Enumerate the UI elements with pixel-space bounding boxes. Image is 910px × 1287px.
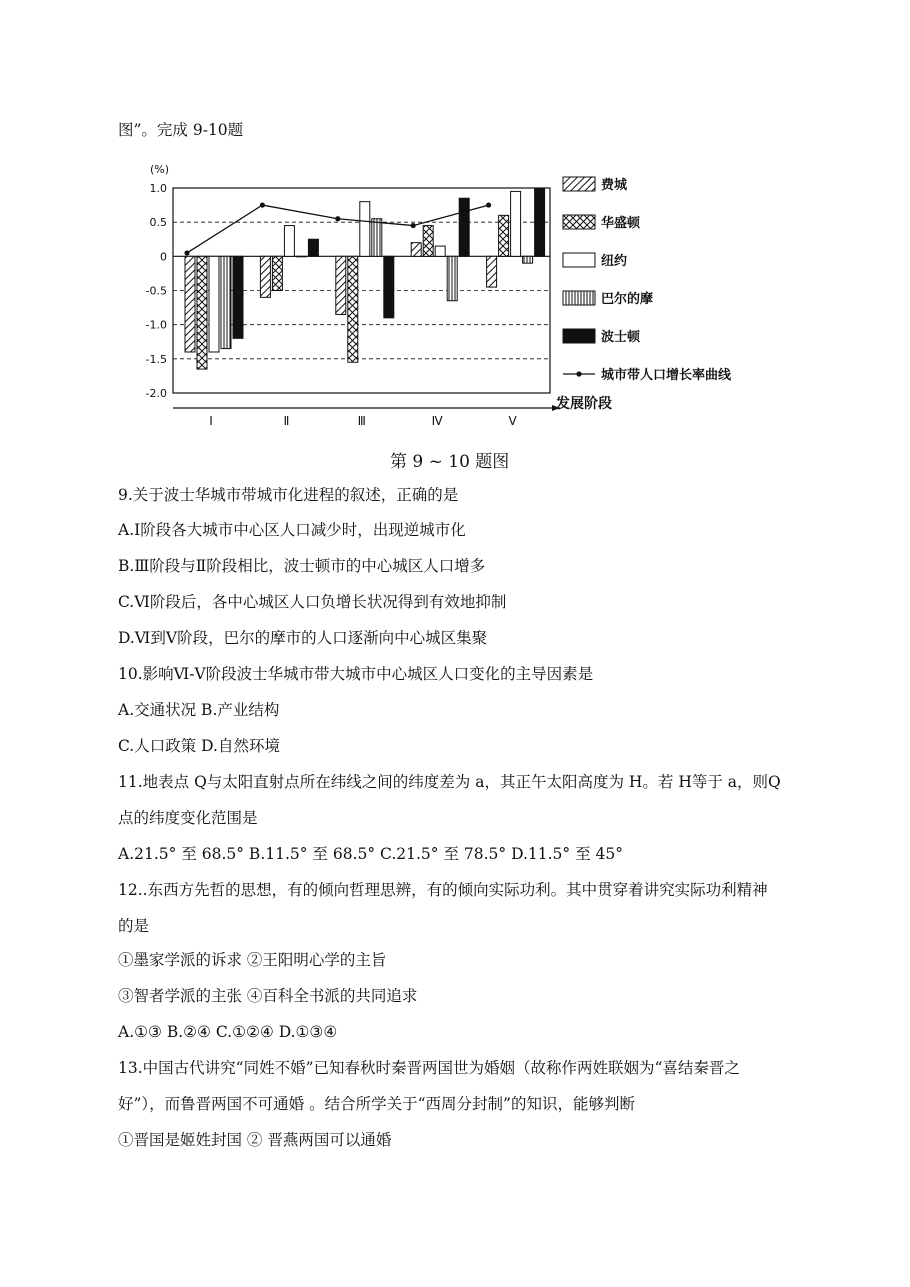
text-line: ①墨家学派的诉求 ②王阳明心学的主旨 xyxy=(118,951,387,969)
bar xyxy=(233,256,243,338)
bar xyxy=(336,256,346,314)
population-growth-chart xyxy=(118,155,798,475)
growth-point xyxy=(260,202,265,207)
bar xyxy=(272,256,282,290)
text-line: C.人口政策 D.自然环境 xyxy=(118,737,280,755)
bar xyxy=(423,226,433,257)
text-line: ③智者学派的主张 ④百科全书派的共同追求 xyxy=(118,987,418,1005)
legend-label: 纽约 xyxy=(601,254,628,269)
bar xyxy=(499,215,509,256)
bar xyxy=(535,188,545,256)
bar xyxy=(372,219,382,257)
y-tick-label: 0 xyxy=(160,250,167,264)
text-line: A.①③ B.②④ C.①②④ D.①③④ xyxy=(118,1023,338,1041)
bar xyxy=(511,191,521,256)
bar xyxy=(360,202,370,257)
y-tick-label: -2.0 xyxy=(145,387,167,400)
bar xyxy=(296,256,306,257)
x-tick-label: Ⅰ xyxy=(209,414,213,428)
x-tick-label: Ⅱ xyxy=(283,414,290,428)
text-line: 点的纬度变化范围是 xyxy=(118,809,258,827)
legend-swatch xyxy=(563,215,595,229)
text-line: D.Ⅵ到Ⅴ阶段，巴尔的摩市的人口逐渐向中心城区集聚 xyxy=(118,629,488,647)
y-axis xyxy=(146,182,167,400)
text-line: C.Ⅵ阶段后，各中心城区人口负增长状况得到有效地抑制 xyxy=(118,593,507,611)
y-tick-label: -1.5 xyxy=(145,352,167,366)
x-tick-label: Ⅲ xyxy=(357,414,366,428)
bar xyxy=(197,256,207,369)
legend xyxy=(563,177,732,383)
x-tick-label: Ⅳ xyxy=(431,414,443,428)
growth-point xyxy=(411,223,416,228)
bar xyxy=(284,226,294,257)
legend-label: 城市带人口增长率曲线 xyxy=(601,368,732,383)
text-line: 12..东西方先哲的思想，有的倾向哲理思辨，有的倾向实际功利。其中贯穿着讲究实际功利精神 xyxy=(118,881,768,899)
x-tick-label: Ⅴ xyxy=(508,414,517,428)
bar xyxy=(260,256,270,297)
y-tick-label: -1.0 xyxy=(145,318,167,332)
bar xyxy=(447,256,457,300)
bar xyxy=(209,256,219,352)
text-line: 10.影响Ⅵ-Ⅴ阶段波士华城市带大城市中心城区人口变化的主导因素是 xyxy=(118,665,594,683)
text-line: A.Ⅰ阶段各大城市中心区人口减少时，出现逆城市化 xyxy=(118,521,466,539)
text-line: A.交通状况 B.产业结构 xyxy=(118,701,280,719)
legend-label: 巴尔的摩 xyxy=(601,292,654,307)
text-line: 11.地表点 Q与太阳直射点所在纬线之间的纬度差为 a，其正午太阳高度为 H。若 H等于 a，则Q xyxy=(118,773,781,791)
bar xyxy=(348,256,358,362)
legend-swatch xyxy=(563,253,595,267)
bar xyxy=(523,256,533,263)
y-tick-label: 1.0 xyxy=(149,182,167,195)
text-line: A.21.5° 至 68.5° B.11.5° 至 68.5° C.21.5° 至 78.5° D.11.5° 至 45° xyxy=(118,845,623,863)
legend-label: 费城 xyxy=(601,178,628,193)
growth-point xyxy=(486,202,491,207)
bar xyxy=(221,256,231,348)
legend-label: 波士顿 xyxy=(601,330,641,345)
legend-line-marker xyxy=(576,371,581,376)
bar xyxy=(459,198,469,256)
text-line: B.Ⅲ阶段与Ⅱ阶段相比，波士顿市的中心城区人口增多 xyxy=(118,557,486,575)
y-unit-label: (%) xyxy=(150,163,170,176)
text-line: 的是 xyxy=(118,917,150,935)
y-tick-label: 0.5 xyxy=(149,216,167,230)
intro-text: 图”。完成 9-10题 xyxy=(118,121,244,139)
bar xyxy=(411,243,421,257)
growth-point xyxy=(335,216,340,221)
bar xyxy=(308,239,318,256)
bar xyxy=(435,246,445,256)
text-line: 13.中国古代讲究“同姓不婚”已知春秋时秦晋两国世为婚姻（故称作两姓联姻为“喜结秦晋之 xyxy=(118,1059,740,1077)
x-axis-label: 发展阶段 xyxy=(556,396,612,412)
x-axis xyxy=(173,405,560,428)
text-line: 9.关于波士华城市带城市化进程的叙述，正确的是 xyxy=(118,486,459,504)
bars xyxy=(185,188,545,369)
text-line: 好”），而鲁晋两国不可通婚 。结合所学关于“西周分封制”的知识，能够判断 xyxy=(118,1095,635,1113)
bar xyxy=(487,256,497,287)
y-tick-label: -0.5 xyxy=(145,284,167,298)
chart-caption: 第 9 ~ 10 题图 xyxy=(390,452,510,472)
bar xyxy=(384,256,394,318)
legend-swatch xyxy=(563,329,595,343)
growth-point xyxy=(184,250,189,255)
legend-label: 华盛顿 xyxy=(601,216,641,231)
legend-swatch xyxy=(563,177,595,191)
bar xyxy=(185,256,195,352)
legend-swatch xyxy=(563,291,595,305)
text-line: ①晋国是姬姓封国 ② 晋燕两国可以通婚 xyxy=(118,1131,392,1149)
